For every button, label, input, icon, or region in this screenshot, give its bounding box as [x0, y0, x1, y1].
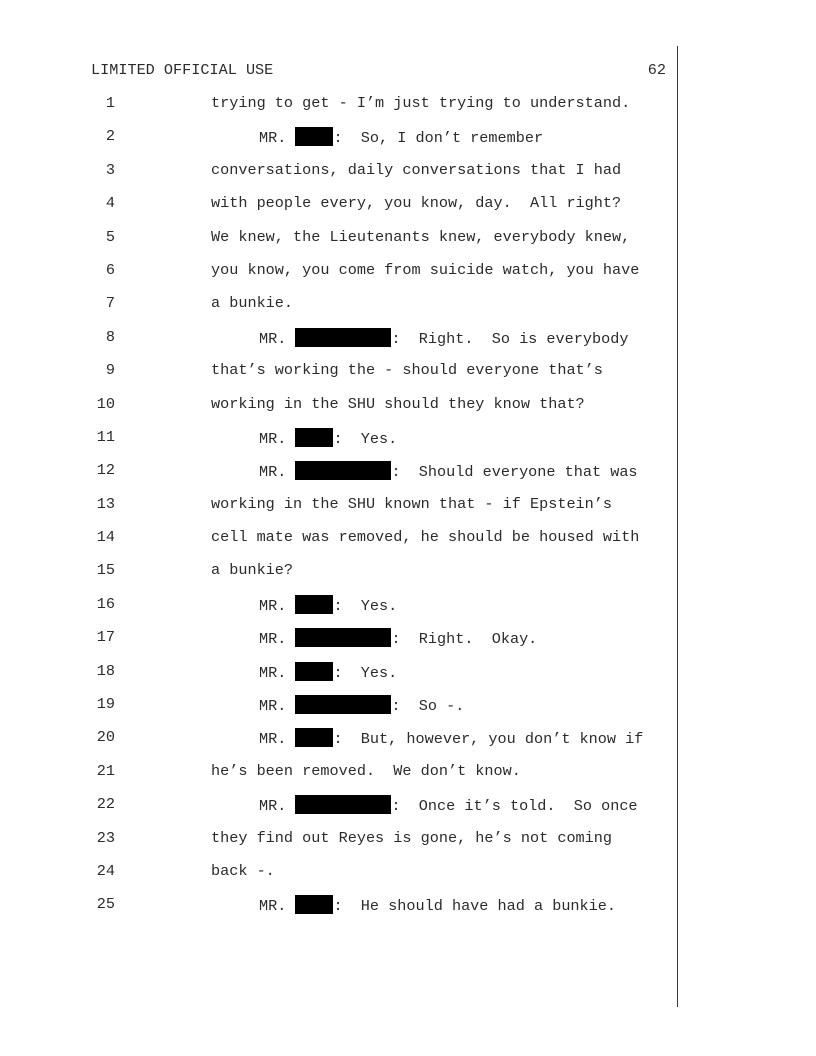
transcript-line: [0, 294, 816, 327]
redaction-box: [295, 628, 391, 647]
speaker-text: : Yes.: [333, 663, 398, 682]
speaker-line: [259, 728, 643, 748]
speaker-line: [259, 662, 397, 682]
line-text: working in the SHU known that - if Epstein’s: [211, 494, 613, 513]
line-number: 10: [96, 394, 115, 413]
speaker-prefix: MR.: [259, 897, 287, 916]
speaker-line: [259, 628, 537, 648]
line-number: 12: [96, 461, 115, 480]
line-text: trying to get - I’m just trying to understand.: [211, 94, 631, 112]
line-text: a bunkie?: [211, 561, 294, 580]
line-number: 19: [96, 695, 115, 714]
speaker-prefix: MR.: [259, 463, 287, 482]
line-number: 16: [96, 594, 115, 613]
line-number: 6: [105, 260, 115, 279]
line-number: 2: [105, 127, 115, 146]
line-text: We knew, the Lieutenants knew, everybody knew,: [211, 227, 631, 246]
transcript-line: [0, 628, 816, 661]
line-number: 23: [96, 828, 115, 847]
speaker-text: : So -.: [391, 697, 465, 716]
line-number: 7: [105, 294, 115, 313]
classification-header: LIMITED OFFICIAL USE: [91, 61, 274, 79]
line-text: a bunkie.: [211, 294, 294, 313]
transcript-line: [0, 528, 816, 561]
speaker-line: [259, 127, 543, 147]
speaker-line: [259, 695, 464, 715]
redaction-box: [295, 328, 391, 347]
line-number: 5: [105, 227, 115, 246]
line-text: conversations, daily conversations that I had: [211, 160, 622, 179]
speaker-text: : He should have had a bunkie.: [333, 897, 617, 916]
transcript-line: [0, 161, 816, 194]
line-number: 3: [105, 160, 115, 179]
line-number: 21: [96, 761, 115, 780]
transcript-line: [0, 428, 816, 461]
line-number: 15: [96, 561, 115, 580]
transcript-line: [0, 595, 816, 628]
line-number: 18: [96, 661, 115, 680]
transcript-line: [0, 94, 816, 127]
line-number: 25: [96, 895, 115, 914]
line-text: you know, you come from suicide watch, you have: [211, 260, 640, 279]
speaker-prefix: MR.: [259, 630, 287, 649]
speaker-line: [259, 595, 397, 615]
transcript-line: [0, 795, 816, 828]
transcript-line: [0, 728, 816, 761]
speaker-text: : So, I don’t remember: [333, 129, 544, 148]
speaker-text: : Yes.: [333, 596, 398, 615]
transcript-body: [0, 94, 816, 929]
transcript-line: [0, 127, 816, 160]
speaker-prefix: MR.: [259, 797, 287, 816]
line-number: 11: [96, 427, 115, 446]
speaker-prefix: MR.: [259, 697, 287, 716]
line-number: 20: [96, 728, 115, 747]
transcript-line: [0, 695, 816, 728]
transcript-line: [0, 862, 816, 895]
speaker-line: [259, 895, 616, 915]
transcript-line: [0, 829, 816, 862]
speaker-prefix: MR.: [259, 129, 287, 148]
transcript-line: [0, 662, 816, 695]
line-text: they find out Reyes is gone, he’s not coming: [211, 828, 613, 847]
transcript-line: [0, 395, 816, 428]
line-text: cell mate was removed, he should be housed with: [211, 528, 640, 547]
transcript-line: [0, 194, 816, 227]
line-text: working in the SHU should they know that?: [211, 394, 585, 413]
line-number: 13: [96, 494, 115, 513]
transcript-line: [0, 895, 816, 928]
line-number: 4: [105, 194, 115, 213]
transcript-line: [0, 328, 816, 361]
line-number: 9: [105, 361, 115, 380]
line-text: with people every, you know, day. All right?: [211, 194, 622, 213]
speaker-text: : Yes.: [333, 429, 398, 448]
redaction-box: [295, 895, 333, 914]
speaker-text: : Right. Okay.: [391, 630, 538, 649]
redaction-box: [295, 428, 333, 447]
transcript-line: [0, 461, 816, 494]
speaker-prefix: MR.: [259, 596, 287, 615]
line-text: that’s working the - should everyone that’s: [211, 361, 603, 380]
line-number: 22: [96, 795, 115, 814]
transcript-line: [0, 228, 816, 261]
transcript-line: [0, 561, 816, 594]
speaker-prefix: MR.: [259, 429, 287, 448]
redaction-box: [295, 461, 391, 480]
speaker-line: [259, 795, 638, 815]
transcript-line: [0, 261, 816, 294]
line-number: 14: [96, 528, 115, 547]
redaction-box: [295, 728, 333, 747]
speaker-text: : Once it’s told. So once: [391, 797, 638, 816]
page-number: 62: [647, 61, 666, 79]
speaker-line: [259, 461, 638, 481]
speaker-prefix: MR.: [259, 730, 287, 749]
transcript-line: [0, 762, 816, 795]
line-number: 17: [96, 628, 115, 647]
redaction-box: [295, 127, 333, 146]
speaker-prefix: MR.: [259, 329, 287, 348]
speaker-text: : Should everyone that was: [391, 463, 638, 482]
speaker-text: : But, however, you don’t know if: [333, 730, 644, 749]
redaction-box: [295, 795, 391, 814]
redaction-box: [295, 695, 391, 714]
line-number: 24: [96, 861, 115, 880]
line-text: he’s been removed. We don’t know.: [211, 761, 521, 780]
speaker-line: [259, 328, 628, 348]
line-number: 8: [105, 327, 115, 346]
speaker-prefix: MR.: [259, 663, 287, 682]
line-text: back -.: [211, 861, 275, 880]
transcript-line: [0, 495, 816, 528]
speaker-text: : Right. So is everybody: [391, 329, 629, 348]
transcript-line: [0, 361, 816, 394]
speaker-line: [259, 428, 397, 448]
redaction-box: [295, 662, 333, 681]
redaction-box: [295, 595, 333, 614]
line-number: 1: [105, 94, 115, 112]
